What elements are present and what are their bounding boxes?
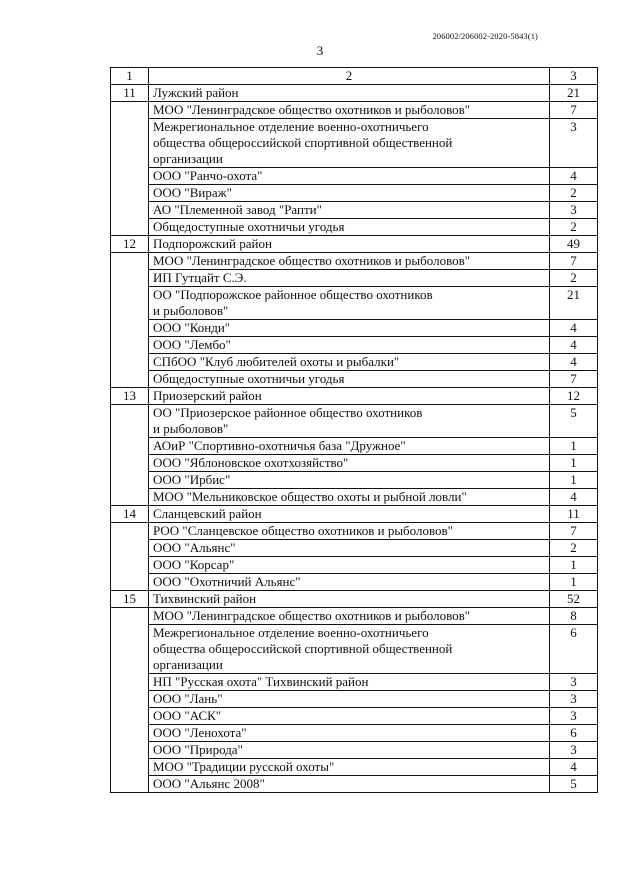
organization-count: 2 (550, 219, 598, 236)
organization-count: 1 (550, 455, 598, 472)
organization-name: ООО "Яблоновское охотхозяйство" (149, 455, 550, 472)
organization-row (111, 354, 598, 371)
organization-row (111, 742, 598, 759)
organization-count: 1 (550, 557, 598, 574)
organization-row (111, 320, 598, 337)
organization-name: ОО "Подпорожское районное общество охотников и рыболовов" (149, 287, 550, 320)
organization-count: 7 (550, 523, 598, 540)
organization-row (111, 540, 598, 557)
organization-name: ООО "Ленохота" (149, 725, 550, 742)
organization-name: ООО "Лань" (149, 691, 550, 708)
organization-name: ООО "Ранчо-охота" (149, 168, 550, 185)
organization-row (111, 489, 598, 506)
organization-name: АОиР "Спортивно-охотничья база "Дружное" (149, 438, 550, 455)
organization-count: 3 (550, 119, 598, 168)
organization-count: 6 (550, 725, 598, 742)
district-count: 21 (550, 85, 598, 102)
organization-name: ООО "Корсар" (149, 557, 550, 574)
organization-count: 5 (550, 776, 598, 793)
organization-row (111, 708, 598, 725)
organization-row (111, 202, 598, 219)
district-name: Сланцевский район (149, 506, 550, 523)
page-number: 3 (316, 43, 324, 58)
organization-name: ООО "Альянс 2008" (149, 776, 550, 793)
district-number: 12 (111, 236, 149, 253)
organization-name: Общедоступные охотничьи угодья (149, 219, 550, 236)
organization-name: ООО "Ирбис" (149, 472, 550, 489)
blank-number-cell (111, 523, 149, 591)
table-header-row (111, 68, 598, 85)
organization-row (111, 523, 598, 540)
organization-row (111, 574, 598, 591)
organization-count: 4 (550, 354, 598, 371)
organization-count: 4 (550, 489, 598, 506)
organization-name: НП "Русская охота" Тихвинский район (149, 674, 550, 691)
organization-row (111, 691, 598, 708)
district-name: Лужский район (149, 85, 550, 102)
organization-row (111, 438, 598, 455)
district-number: 14 (111, 506, 149, 523)
organization-name: РОО "Сланцевское общество охотников и рыболовов" (149, 523, 550, 540)
district-count: 49 (550, 236, 598, 253)
organization-count: 3 (550, 708, 598, 725)
district-name: Приозерский район (149, 388, 550, 405)
organization-count: 8 (550, 608, 598, 625)
district-row (111, 506, 598, 523)
organization-count: 5 (550, 405, 598, 438)
organization-count: 4 (550, 320, 598, 337)
organization-row (111, 625, 598, 674)
organization-count: 2 (550, 270, 598, 287)
organization-name: ООО "АСК" (149, 708, 550, 725)
header-cell-2: 2 (149, 68, 550, 85)
organization-name: АО "Племенной завод "Рапти" (149, 202, 550, 219)
organization-row (111, 102, 598, 119)
organization-count: 7 (550, 371, 598, 388)
organization-count: 2 (550, 185, 598, 202)
blank-number-cell (111, 253, 149, 388)
organization-count: 6 (550, 625, 598, 674)
organization-row (111, 776, 598, 793)
organization-name: МОО "Традиции русской охоты" (149, 759, 550, 776)
organization-count: 7 (550, 102, 598, 119)
organization-name: МОО "Мельниковское общество охоты и рыбной ловли" (149, 489, 550, 506)
organization-name: ИП Гутцайт С.Э. (149, 270, 550, 287)
organization-row (111, 557, 598, 574)
organization-name: МОО "Ленинградское общество охотников и рыболовов" (149, 608, 550, 625)
hunting-grounds-table (110, 67, 598, 793)
organization-row (111, 185, 598, 202)
header-cell-3: 3 (550, 68, 598, 85)
document-id: 206002/206002-2020-5843(1) (432, 31, 538, 41)
organization-name: ООО "Охотничий Альянс" (149, 574, 550, 591)
organization-name: ООО "Вираж" (149, 185, 550, 202)
district-name: Подпорожский район (149, 236, 550, 253)
organization-count: 4 (550, 168, 598, 185)
district-number: 15 (111, 591, 149, 608)
table-body (111, 68, 598, 793)
organization-name: Межрегиональное отделение военно-охотничьего общества общероссийской спортивной общественной организации (149, 119, 550, 168)
organization-count: 1 (550, 472, 598, 489)
organization-name: Межрегиональное отделение военно-охотничьего общества общероссийской спортивной общественной организации (149, 625, 550, 674)
organization-count: 3 (550, 202, 598, 219)
header-cell-1: 1 (111, 68, 149, 85)
organization-count: 7 (550, 253, 598, 270)
district-row (111, 591, 598, 608)
organization-row (111, 608, 598, 625)
organization-row (111, 371, 598, 388)
organization-count: 1 (550, 574, 598, 591)
organization-row (111, 405, 598, 438)
organization-count: 3 (550, 742, 598, 759)
organization-name: МОО "Ленинградское общество охотников и рыболовов" (149, 102, 550, 119)
organization-row (111, 168, 598, 185)
blank-number-cell (111, 405, 149, 506)
organization-name: ОО "Приозерское районное общество охотников и рыболовов" (149, 405, 550, 438)
organization-row (111, 219, 598, 236)
organization-name: ООО "Природа" (149, 742, 550, 759)
organization-name: СПбОО "Клуб любителей охоты и рыбалки" (149, 354, 550, 371)
organization-row (111, 455, 598, 472)
blank-number-cell (111, 102, 149, 236)
organization-name: МОО "Ленинградское общество охотников и рыболовов" (149, 253, 550, 270)
organization-row (111, 472, 598, 489)
organization-row (111, 253, 598, 270)
organization-name: ООО "Конди" (149, 320, 550, 337)
district-row (111, 236, 598, 253)
district-number: 13 (111, 388, 149, 405)
organization-row (111, 337, 598, 354)
organization-count: 4 (550, 337, 598, 354)
blank-number-cell (111, 608, 149, 793)
district-row (111, 388, 598, 405)
organization-row (111, 674, 598, 691)
district-count: 52 (550, 591, 598, 608)
district-count: 11 (550, 506, 598, 523)
organization-row (111, 725, 598, 742)
organization-count: 1 (550, 438, 598, 455)
organization-count: 21 (550, 287, 598, 320)
organization-count: 3 (550, 674, 598, 691)
district-name: Тихвинский район (149, 591, 550, 608)
organization-row (111, 270, 598, 287)
organization-name: ООО "Альянс" (149, 540, 550, 557)
organization-count: 3 (550, 691, 598, 708)
district-row (111, 85, 598, 102)
organization-name: Общедоступные охотничьи угодья (149, 371, 550, 388)
organization-name: ООО "Лембо" (149, 337, 550, 354)
organization-row (111, 287, 598, 320)
organization-count: 4 (550, 759, 598, 776)
organization-count: 2 (550, 540, 598, 557)
organization-row (111, 759, 598, 776)
organization-row (111, 119, 598, 168)
district-number: 11 (111, 85, 149, 102)
district-count: 12 (550, 388, 598, 405)
